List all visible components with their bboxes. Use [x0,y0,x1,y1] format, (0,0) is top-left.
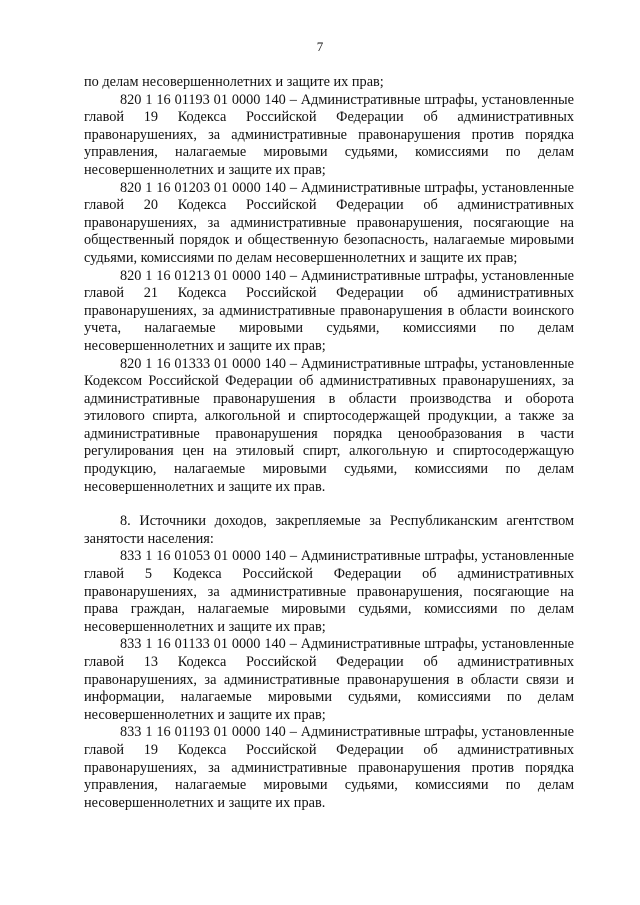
section-8-heading: 8. Источники доходов, закрепляемые за Республиканским агентством занятости населения: [84,513,574,547]
paragraph-833-01133: 833 1 16 01133 01 0000 140 – Административные штрафы, установленные главой 13 Кодекса Российской Федерации об административных правонарушениях, за административные правонарушения в области связи и информации, налагаемые мировыми судьями, комиссиями по делам несовершеннолетних и защите их прав; [84,636,574,723]
paragraph-820-01203: 820 1 16 01203 01 0000 140 – Административные штрафы, установленные главой 20 Кодекса Российской Федерации об административных правонарушениях, за административные правонарушения, посягающие на общественный порядок и общественную безопасность, налагаемые мировыми судьями, комиссиями по делам несовершеннолетних и защите их прав; [84,179,574,266]
paragraph-820-01213: 820 1 16 01213 01 0000 140 – Административные штрафы, установленные главой 21 Кодекса Российской Федерации об административных правонарушениях, за административные правонарушения в области воинского учета, налагаемые мировыми судьями, комиссиями по делам несовершеннолетних и защите их прав; [84,267,574,354]
paragraph-continuation: по делам несовершеннолетних и защите их прав; [84,74,384,90]
paragraph-833-01053: 833 1 16 01053 01 0000 140 – Административные штрафы, установленные главой 5 Кодекса Российской Федерации об административных правонарушениях, за административные правонарушения, посягающие на права граждан, налагаемые мировыми судьями, комиссиями по делам несовершеннолетних и защите их прав; [84,548,574,635]
paragraph-820-01333: 820 1 16 01333 01 0000 140 – Административные штрафы, установленные Кодексом Российской Федерации об административных правонарушениях, за административные правонарушения в области производства и оборота этилового спирта, алкогольной и спиртосодержащей продукции, а также за административные правонарушения порядка ценообразования в части регулирования цен на этиловый спирт, алкогольную и спиртосодержащую продукцию, налагаемые мировыми судьями, комиссиями по делам несовершеннолетних и защите их прав. [84,355,574,495]
paragraph-820-01193: 820 1 16 01193 01 0000 140 – Административные штрафы, установленные главой 19 Кодекса Российской Федерации об административных правонарушениях, за административные правонарушения против порядка управления, налагаемые мировыми судьями, комиссиями по делам несовершеннолетних и защите их прав; [84,91,574,178]
page-number: 7 [316,39,324,54]
paragraph-833-01193: 833 1 16 01193 01 0000 140 – Административные штрафы, установленные главой 19 Кодекса Российской Федерации об административных правонарушениях, за административные правонарушения против порядка управления, налагаемые мировыми судьями, комиссиями по делам несовершеннолетних и защите их прав. [84,724,574,811]
document-body [84,74,574,812]
